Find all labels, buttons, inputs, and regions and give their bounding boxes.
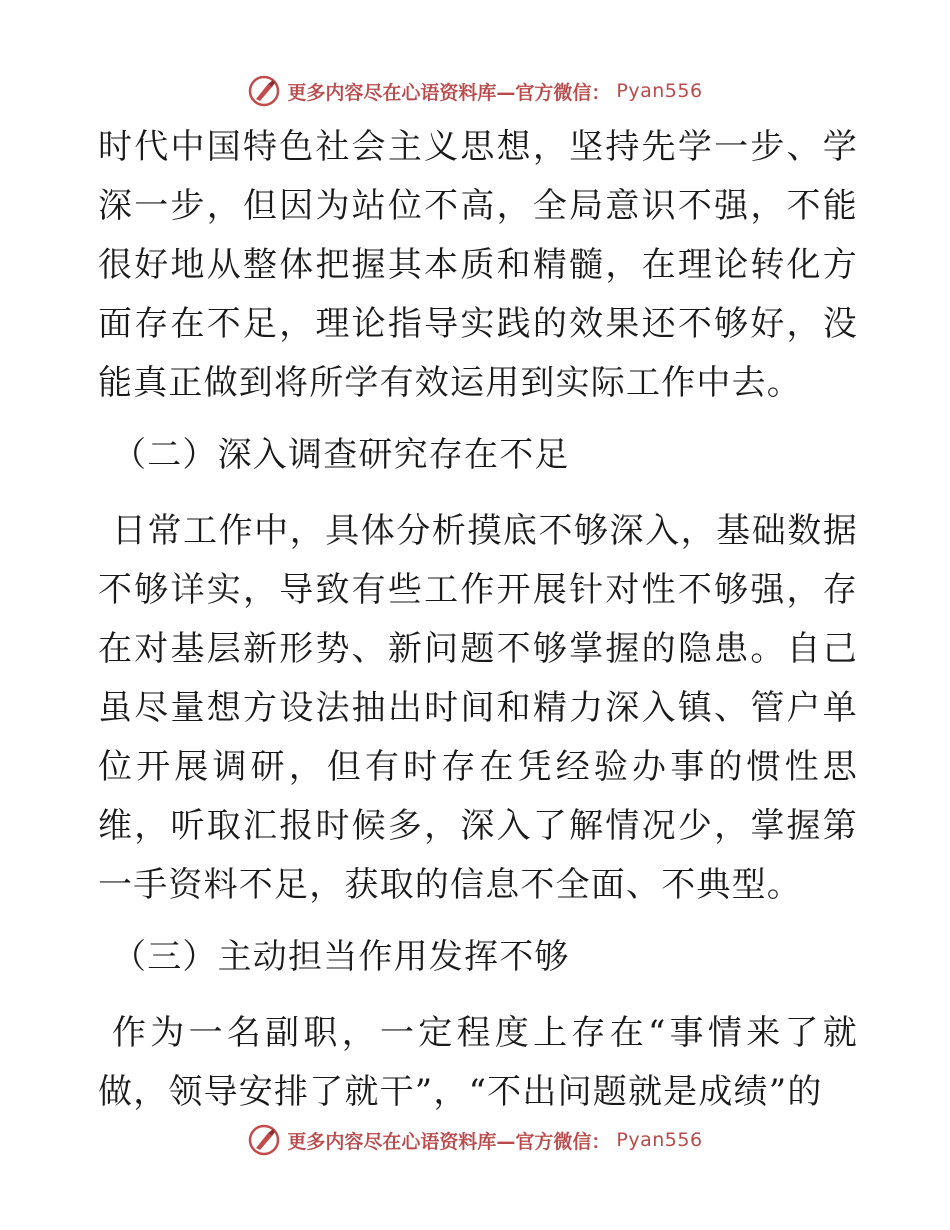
document-body xyxy=(98,118,858,1122)
banner-text: 更多内容尽在心语资料库—官方微信： xyxy=(287,81,611,104)
section-heading: （二）深入调查研究存在不足 xyxy=(112,435,570,475)
section-heading: （三）主动担当作用发挥不够 xyxy=(112,937,570,977)
pen-nib-logo-icon xyxy=(247,74,281,108)
banner-wechat-id: Pyan556 xyxy=(616,1129,703,1151)
paragraph: 时代中国特色社会主义思想，坚持先学一步、学深一步，但因为站位不高，全局意识不强，不能很好地从整体把握其本质和精髓，在理论转化方面存在不足，理论指导实践的效果还不够好，没能真正做到将所学有效运用到实际工作中去。 xyxy=(98,127,858,403)
banner-text: 更多内容尽在心语资料库—官方微信： xyxy=(287,1130,611,1153)
section-body: 日常工作中，具体分析摸底不够深入，基础数据不够详实，导致有些工作开展针对性不够强，存在对基层新形势、新问题不够掌握的隐患。自己虽尽量想方设法抽出时间和精力深入镇、管户单位开展调研，但有时存在凭经验办事的惯性思维，听取汇报时候多，深入了解情况少，掌握第一手资料不足，获取的信息不全面、不典型。 xyxy=(98,511,858,905)
header-banner xyxy=(0,71,950,111)
pen-nib-logo-icon xyxy=(247,1123,281,1157)
banner-wechat-id: Pyan556 xyxy=(616,80,703,102)
footer-banner xyxy=(0,1120,950,1160)
section-body: 作为一名副职，一定程度上存在“事情来了就做，领导安排了就干”，“不出问题就是成绩”的 xyxy=(98,1013,858,1112)
